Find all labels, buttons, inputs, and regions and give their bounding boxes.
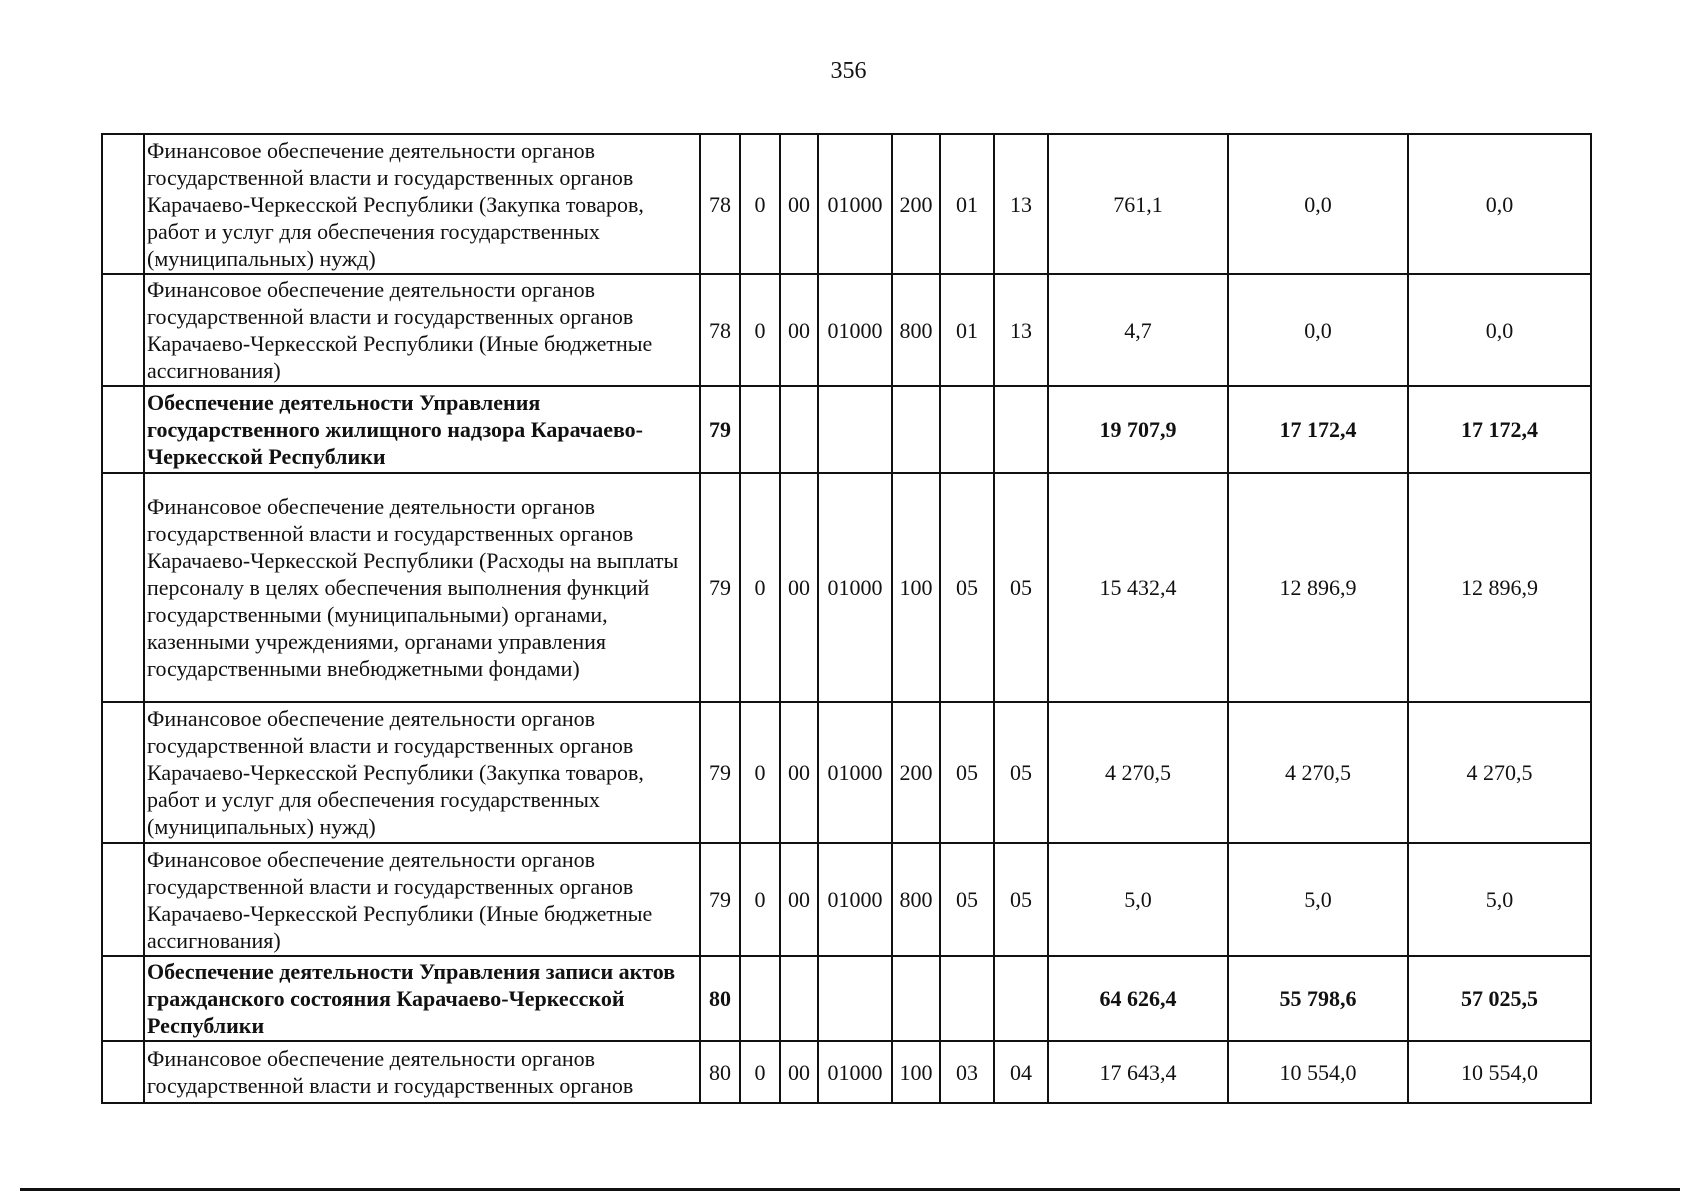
- cell-c5: 200: [892, 134, 940, 274]
- cell-c4: 01000: [818, 274, 892, 386]
- cell-v2: 10 554,0: [1228, 1041, 1408, 1103]
- cell-v3: 10 554,0: [1408, 1041, 1591, 1103]
- cell-c2: 0: [740, 473, 780, 702]
- table-row: [102, 702, 1591, 843]
- cell-v3: 0,0: [1408, 134, 1591, 274]
- cell-c4: 01000: [818, 134, 892, 274]
- cell-v1: 4 270,5: [1048, 702, 1228, 843]
- cell-v2: 0,0: [1228, 274, 1408, 386]
- cell-c4: [818, 386, 892, 473]
- cell-c1: 79: [700, 843, 740, 956]
- cell-c2: 0: [740, 843, 780, 956]
- cell-c2: [740, 956, 780, 1041]
- row-number-cell: [102, 843, 144, 956]
- cell-c7: 13: [994, 134, 1048, 274]
- cell-v1: 4,7: [1048, 274, 1228, 386]
- cell-c7: 04: [994, 1041, 1048, 1103]
- cell-c4: 01000: [818, 702, 892, 843]
- row-description: Обеспечение деятельности Управления записи актов гражданского состояния Карачаево-Черкесской Республики: [144, 956, 700, 1041]
- cell-c6: [940, 386, 994, 473]
- cell-c7: 05: [994, 702, 1048, 843]
- page-number: 356: [830, 58, 867, 84]
- budget-table: [101, 133, 1592, 1104]
- cell-c4: [818, 956, 892, 1041]
- cell-c6: [940, 956, 994, 1041]
- cell-c3: [780, 386, 818, 473]
- cell-c6: 05: [940, 702, 994, 843]
- cell-c1: 79: [700, 473, 740, 702]
- cell-v1: 64 626,4: [1048, 956, 1228, 1041]
- row-number-cell: [102, 1041, 144, 1103]
- cell-c5: [892, 386, 940, 473]
- cell-v2: 0,0: [1228, 134, 1408, 274]
- cell-c3: 00: [780, 1041, 818, 1103]
- cell-c7: 13: [994, 274, 1048, 386]
- cell-c7: 05: [994, 473, 1048, 702]
- row-number-cell: [102, 956, 144, 1041]
- cell-v2: 12 896,9: [1228, 473, 1408, 702]
- table-body: [102, 134, 1591, 1103]
- cell-c3: 00: [780, 274, 818, 386]
- table-row: [102, 386, 1591, 473]
- table-row: [102, 956, 1591, 1041]
- cell-v3: 5,0: [1408, 843, 1591, 956]
- cell-v2: 5,0: [1228, 843, 1408, 956]
- cell-c6: 03: [940, 1041, 994, 1103]
- row-description: Финансовое обеспечение деятельности органов государственной власти и государственных органов Карачаево-Черкесской Республики (Иные бюджетные ассигнования): [144, 843, 700, 956]
- cell-v3: 17 172,4: [1408, 386, 1591, 473]
- cell-c5: 800: [892, 843, 940, 956]
- row-description: Финансовое обеспечение деятельности органов государственной власти и государственных органов Карачаево-Черкесской Республики (Расходы на выплаты персоналу в целях обеспечения выполнения функций государственными (муниципальными) органами, казенными учреждениями, органами управления государственными внебюджетными фондами): [144, 473, 700, 702]
- cell-c6: 05: [940, 473, 994, 702]
- cell-c2: 0: [740, 134, 780, 274]
- cell-c4: 01000: [818, 473, 892, 702]
- row-number-cell: [102, 274, 144, 386]
- cell-c2: 0: [740, 274, 780, 386]
- bottom-rule: [20, 1188, 1680, 1191]
- cell-c6: 01: [940, 134, 994, 274]
- cell-v1: 15 432,4: [1048, 473, 1228, 702]
- row-number-cell: [102, 473, 144, 702]
- cell-c3: 00: [780, 702, 818, 843]
- cell-c1: 80: [700, 956, 740, 1041]
- cell-c5: [892, 956, 940, 1041]
- table-row: [102, 1041, 1591, 1103]
- cell-v3: 12 896,9: [1408, 473, 1591, 702]
- row-description: Финансовое обеспечение деятельности органов государственной власти и государственных органов Карачаево-Черкесской Республики (Иные бюджетные ассигнования): [144, 274, 700, 386]
- cell-c7: [994, 956, 1048, 1041]
- cell-c5: 100: [892, 1041, 940, 1103]
- cell-v1: 761,1: [1048, 134, 1228, 274]
- row-description: Обеспечение деятельности Управления государственного жилищного надзора Карачаево-Черкесской Республики: [144, 386, 700, 473]
- table-row: [102, 473, 1591, 702]
- cell-c5: 100: [892, 473, 940, 702]
- cell-c5: 800: [892, 274, 940, 386]
- cell-c2: [740, 386, 780, 473]
- cell-c6: 01: [940, 274, 994, 386]
- cell-c6: 05: [940, 843, 994, 956]
- cell-c1: 79: [700, 386, 740, 473]
- cell-v1: 5,0: [1048, 843, 1228, 956]
- cell-c4: 01000: [818, 843, 892, 956]
- cell-c4: 01000: [818, 1041, 892, 1103]
- cell-v3: 4 270,5: [1408, 702, 1591, 843]
- cell-c7: 05: [994, 843, 1048, 956]
- cell-v3: 0,0: [1408, 274, 1591, 386]
- cell-v2: 55 798,6: [1228, 956, 1408, 1041]
- cell-c2: 0: [740, 702, 780, 843]
- row-description: Финансовое обеспечение деятельности органов государственной власти и государственных органов: [144, 1041, 700, 1103]
- row-number-cell: [102, 702, 144, 843]
- cell-c3: 00: [780, 473, 818, 702]
- table-row: [102, 843, 1591, 956]
- table-row: [102, 274, 1591, 386]
- table-row: [102, 134, 1591, 274]
- cell-c2: 0: [740, 1041, 780, 1103]
- row-number-cell: [102, 386, 144, 473]
- row-description: Финансовое обеспечение деятельности органов государственной власти и государственных органов Карачаево-Черкесской Республики (Закупка товаров, работ и услуг для обеспечения государственных (муниципальных) нужд): [144, 134, 700, 274]
- cell-v1: 17 643,4: [1048, 1041, 1228, 1103]
- cell-c1: 78: [700, 134, 740, 274]
- cell-c5: 200: [892, 702, 940, 843]
- cell-v2: 4 270,5: [1228, 702, 1408, 843]
- row-number-cell: [102, 134, 144, 274]
- cell-c1: 79: [700, 702, 740, 843]
- cell-c3: 00: [780, 843, 818, 956]
- cell-c3: 00: [780, 134, 818, 274]
- cell-c1: 80: [700, 1041, 740, 1103]
- cell-c3: [780, 956, 818, 1041]
- cell-v2: 17 172,4: [1228, 386, 1408, 473]
- cell-c7: [994, 386, 1048, 473]
- cell-v1: 19 707,9: [1048, 386, 1228, 473]
- cell-c1: 78: [700, 274, 740, 386]
- row-description: Финансовое обеспечение деятельности органов государственной власти и государственных органов Карачаево-Черкесской Республики (Закупка товаров, работ и услуг для обеспечения государственных (муниципальных) нужд): [144, 702, 700, 843]
- cell-v3: 57 025,5: [1408, 956, 1591, 1041]
